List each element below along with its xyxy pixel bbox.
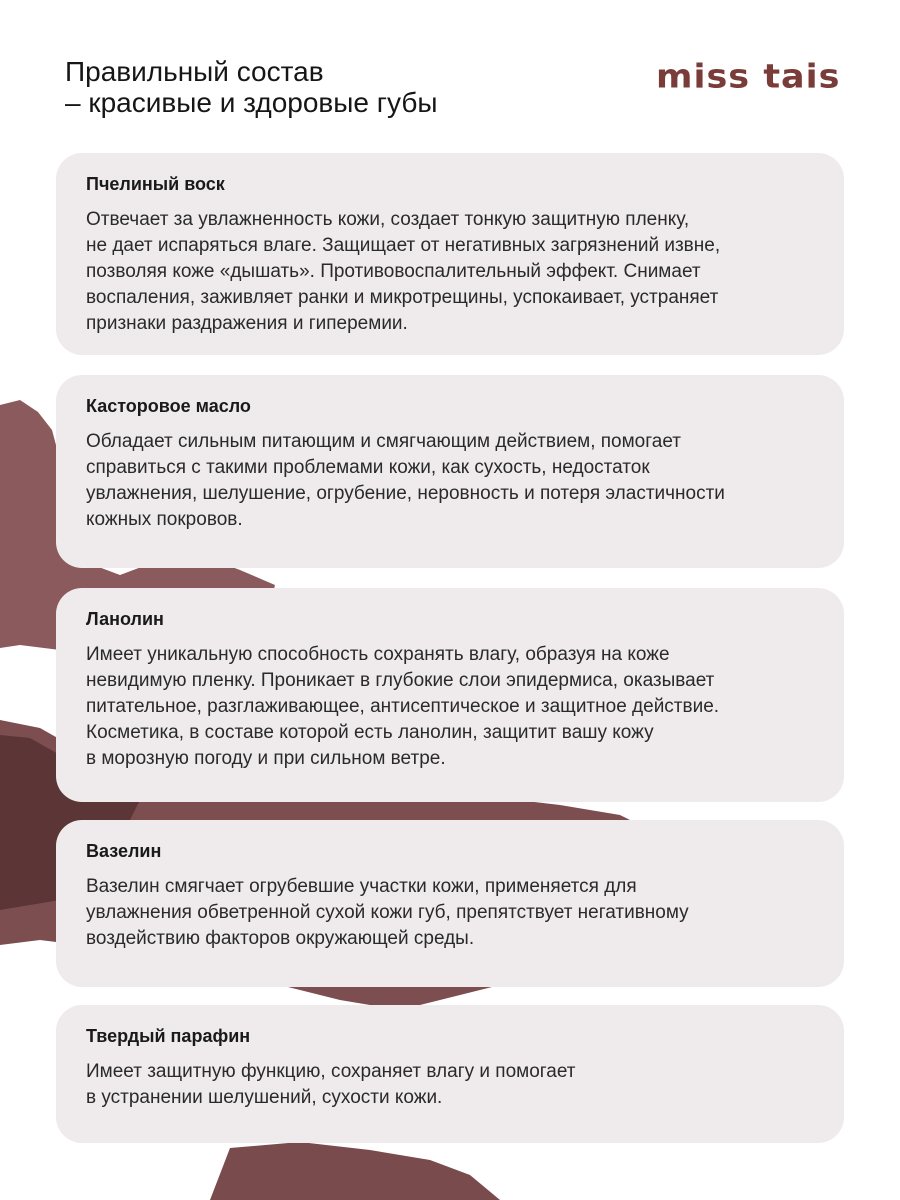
card-text-line: невидимую пленку. Проникает в глубокие слои эпидермиса, оказывает xyxy=(86,670,715,691)
card-text-line: Обладает сильным питающим и смягчающим действием, помогает xyxy=(86,431,681,452)
card-title: Касторовое масло xyxy=(86,396,251,416)
ingredient-card-paraffin xyxy=(56,1005,844,1143)
card-text-line: в устранении шелушений, сухости кожи. xyxy=(86,1087,443,1108)
card-text-line: позволяя коже «дышать». Противовоспалительный эффект. Снимает xyxy=(86,261,701,282)
card-text-line: увлажнения, шелушение, огрубение, неровность и потеря эластичности xyxy=(86,483,725,504)
ingredient-card-beeswax xyxy=(56,153,844,355)
card-description xyxy=(86,1059,814,1111)
card-text-line: кожных покровов. xyxy=(86,509,243,530)
card-title: Ланолин xyxy=(86,609,164,629)
card-text-line: Косметика, в составе которой есть ланолин, защитит вашу кожу xyxy=(86,722,654,743)
card-text-line: питательное, разглаживающее, антисептическое и защитное действие. xyxy=(86,696,720,717)
card-text-line: увлажнения обветренной сухой кожи губ, препятствует негативному xyxy=(86,902,689,923)
card-title: Вазелин xyxy=(86,841,162,861)
card-description xyxy=(86,642,814,772)
brand-logo: miss tais xyxy=(656,58,841,96)
card-text-line: Имеет защитную функцию, сохраняет влагу и помогает xyxy=(86,1061,576,1082)
card-text-line: воспаления, заживляет ранки и микротрещины, успокаивает, устраняет xyxy=(86,287,719,308)
card-title: Твердый парафин xyxy=(86,1026,251,1046)
card-title: Пчелиный воск xyxy=(86,174,225,194)
heading-line-2: – красивые и здоровые губы xyxy=(65,87,438,118)
card-text-line: справиться с такими проблемами кожи, как сухость, недостаток xyxy=(86,457,650,478)
card-description xyxy=(86,429,814,533)
card-text-line: воздействию факторов окружающей среды. xyxy=(86,928,475,949)
page-heading xyxy=(65,56,437,118)
card-text-line: признаки раздражения и гиперемии. xyxy=(86,313,408,334)
card-description xyxy=(86,874,814,952)
card-text-line: Вазелин смягчает огрубевшие участки кожи, применяется для xyxy=(86,876,637,897)
ingredient-card-vaseline xyxy=(56,820,844,987)
card-text-line: Имеет уникальную способность сохранять влагу, образуя на коже xyxy=(86,644,670,665)
card-description xyxy=(86,207,814,337)
card-text-line: Отвечает за увлажненность кожи, создает тонкую защитную пленку, xyxy=(86,209,690,230)
card-text-line: не дает испаряться влаге. Защищает от негативных загрязнений извне, xyxy=(86,235,721,256)
card-text-line: в морозную погоду и при сильном ветре. xyxy=(86,748,446,769)
heading-line-1: Правильный состав xyxy=(65,56,324,87)
ingredient-card-lanolin xyxy=(56,588,844,802)
ingredient-card-castor-oil xyxy=(56,375,844,568)
